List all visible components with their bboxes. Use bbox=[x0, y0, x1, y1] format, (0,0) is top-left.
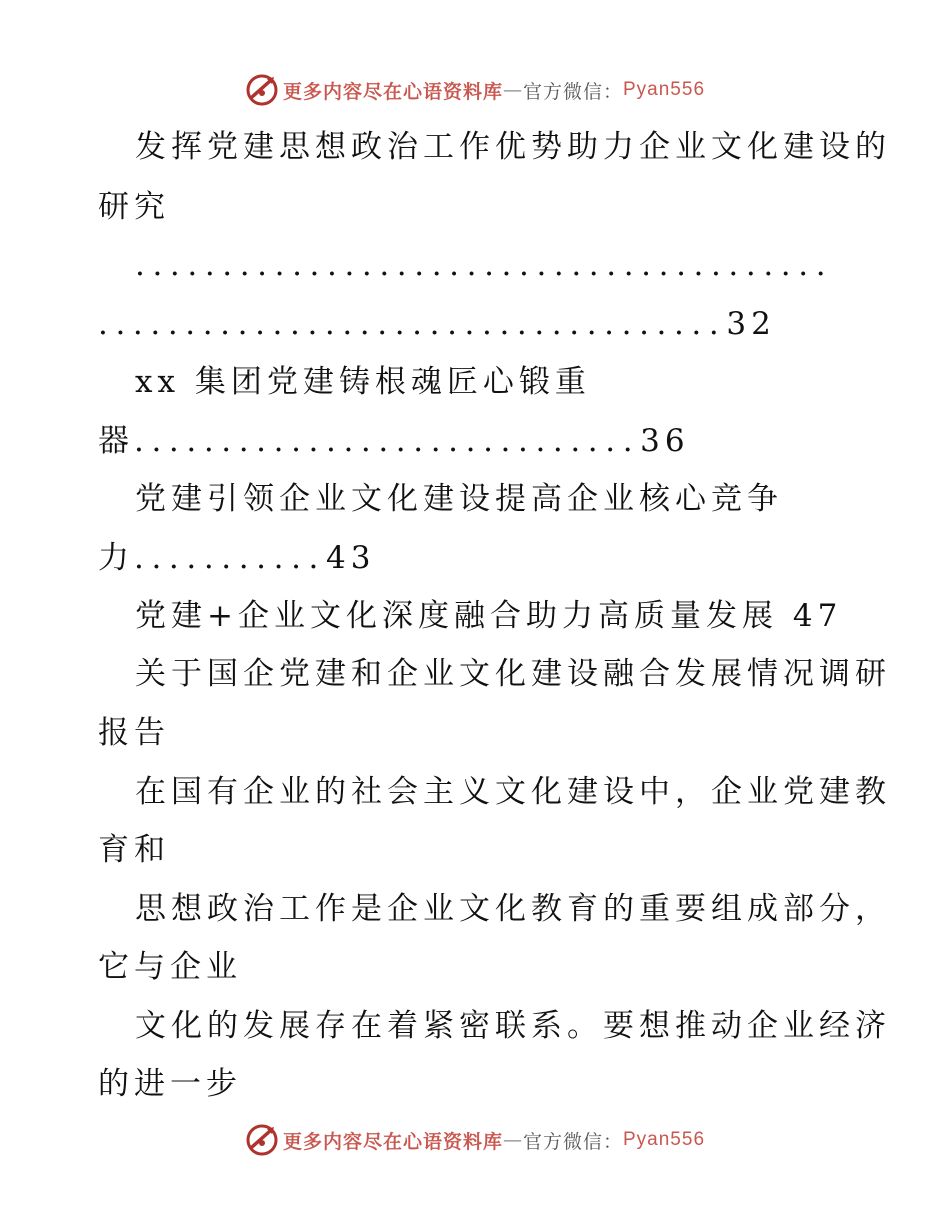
toc-entry-1-title-line1: 发挥党建思想政治工作优势助力企业文化建设的 bbox=[135, 129, 891, 165]
toc-entry-3-title-line2: 力 bbox=[98, 540, 134, 576]
wechat-id: Pyan556 bbox=[623, 1129, 706, 1150]
toc-entry-1-leader-line1: ........................................ bbox=[135, 247, 834, 283]
toc-entry-4-title: 党建+企业文化深度融合助力高质量发展 bbox=[135, 598, 778, 634]
logo-icon bbox=[245, 73, 279, 107]
report-title-line2: 报告 bbox=[98, 715, 170, 751]
banner-dash: — bbox=[502, 1129, 523, 1151]
toc-entry-2-line2 bbox=[98, 421, 690, 461]
banner-text: 更多内容尽在心语资料库 bbox=[282, 80, 503, 103]
toc-entry-4 bbox=[135, 596, 842, 636]
toc-entry-2-title-line2: 器 bbox=[98, 423, 134, 459]
header-banner bbox=[0, 70, 950, 110]
toc-entry-1-leader-line2 bbox=[98, 304, 776, 344]
footer-banner bbox=[0, 1120, 950, 1160]
report-title-line1: 关于国企党建和企业文化建设融合发展情况调研 bbox=[135, 656, 891, 692]
body-para-3-line1: 文化的发展存在着紧密联系。要想推动企业经济 bbox=[135, 1008, 891, 1044]
banner-dash: — bbox=[502, 79, 523, 101]
toc-entry-3-page: 43 bbox=[326, 540, 376, 576]
toc-entry-4-page: 47 bbox=[792, 598, 843, 634]
banner-text: 更多内容尽在心语资料库 bbox=[282, 1130, 503, 1153]
wechat-label: 官方微信： bbox=[522, 80, 623, 103]
body-para-2-line2: 它与企业 bbox=[98, 949, 242, 985]
wechat-id: Pyan556 bbox=[623, 79, 706, 100]
body-para-1-line1: 在国有企业的社会主义文化建设中，企业党建教 bbox=[135, 774, 891, 810]
logo-icon bbox=[245, 1123, 279, 1157]
toc-entry-2-leader: ............................. bbox=[134, 423, 641, 459]
body-para-3-line2: 的进一步 bbox=[98, 1066, 242, 1102]
toc-entry-2-page: 36 bbox=[640, 423, 690, 459]
body-para-2-line1: 思想政治工作是企业文化教育的重要组成部分， bbox=[135, 891, 891, 927]
toc-entry-1-leader: .................................... bbox=[98, 306, 727, 342]
toc-entry-3-leader: ........... bbox=[134, 540, 326, 576]
toc-entry-2-title-line1: xx 集团党建铸根魂匠心锻重 bbox=[135, 364, 591, 400]
body-para-1-line2: 育和 bbox=[98, 832, 170, 868]
toc-entry-3-title-line1: 党建引领企业文化建设提高企业核心竞争 bbox=[135, 481, 783, 517]
wechat-label: 官方微信： bbox=[522, 1130, 623, 1153]
toc-entry-1-page: 32 bbox=[726, 306, 776, 342]
toc-entry-1-title-line2: 研究 bbox=[98, 189, 170, 225]
toc-entry-3-line2 bbox=[98, 538, 375, 578]
